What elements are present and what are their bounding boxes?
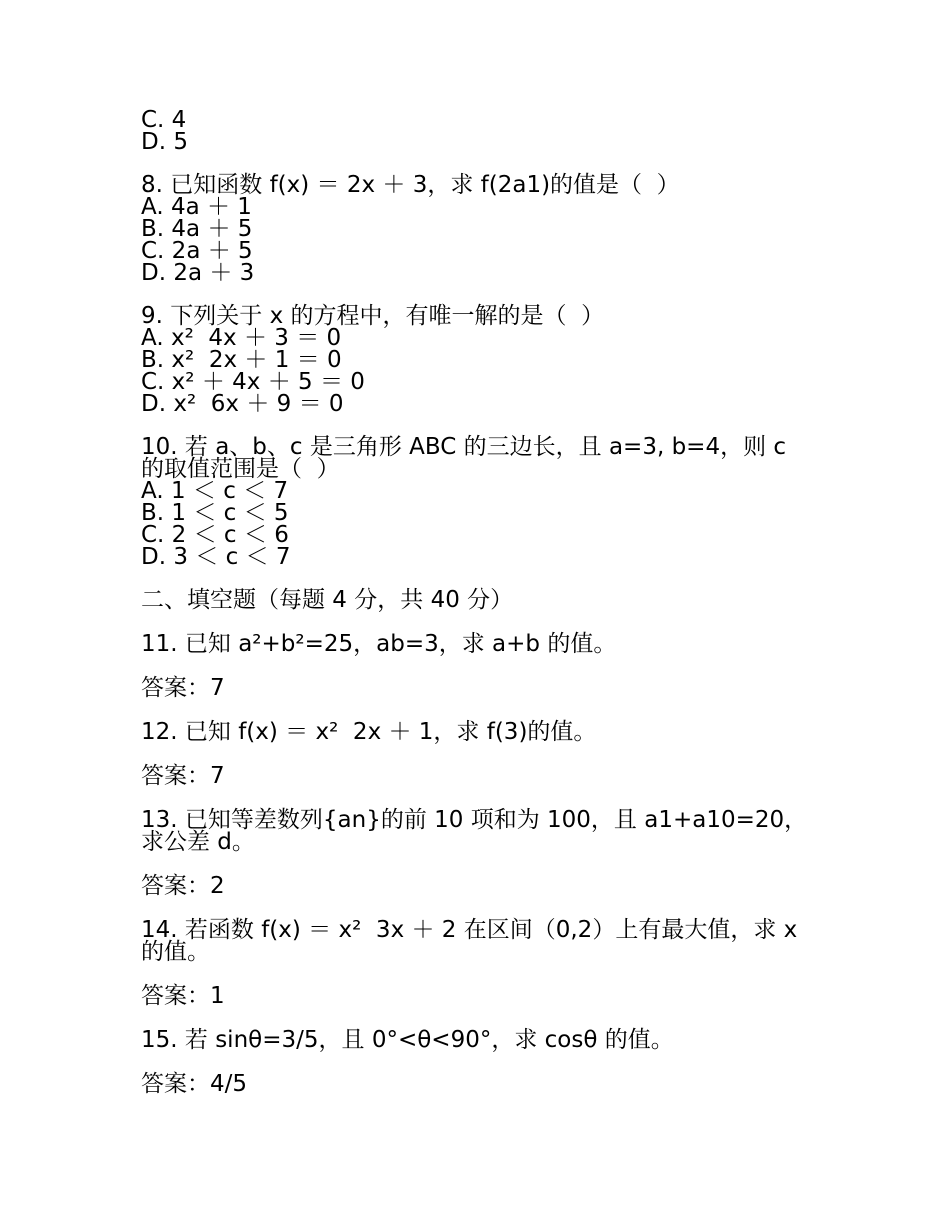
- question-12-answer: 答案：7: [141, 763, 225, 789]
- question-stem-line-1: 14. 若函数 f(x) ＝ x² 3x ＋ 2 在区间（0,2）上有最大值，求 x: [141, 917, 798, 943]
- question-stem: 9. 下列关于 x 的方程中，有唯一解的是（ ）: [141, 303, 605, 329]
- section-heading: 二、填空题（每题 4 分，共 40 分）: [141, 587, 514, 613]
- question-15-stem: 15. 若 sinθ=3/5，且 0°<θ<90°，求 cosθ 的值。: [141, 1027, 674, 1053]
- question-15-answer: 答案：4/5: [141, 1071, 248, 1097]
- option-c: C. 2a ＋ 5: [141, 238, 253, 264]
- question-11-stem: 11. 已知 a²+b²=25，ab=3，求 a+b 的值。: [141, 631, 617, 657]
- question-stem-line-2: 的值。: [141, 939, 210, 965]
- option-a: A. 4a ＋ 1: [141, 194, 252, 220]
- option-d: D. 2a ＋ 3: [141, 260, 255, 286]
- question-stem-line-1: 10. 若 a、b、c 是三角形 ABC 的三边长，且 a=3, b=4，则 c: [141, 434, 787, 460]
- option-a: A. 1 ＜ c ＜ 7: [141, 478, 289, 504]
- question-14-answer: 答案：1: [141, 983, 225, 1009]
- exam-page: [141, 109, 821, 1095]
- question-10: [141, 436, 821, 568]
- option-b: B. 4a ＋ 5: [141, 216, 253, 242]
- option-c: C. 2 ＜ c ＜ 6: [141, 522, 289, 548]
- question-stem-line-2: 求公差 d。: [141, 829, 255, 855]
- question-stem-line-2: 的取值范围是（ ）: [141, 456, 340, 482]
- question-8: [141, 174, 821, 284]
- option-d: D. 5: [141, 129, 188, 155]
- option-d: D. 3 ＜ c ＜ 7: [141, 544, 291, 570]
- option-d: D. x² 6x ＋ 9 ＝ 0: [141, 391, 344, 417]
- question-13: [141, 809, 821, 853]
- option-c: C. 4: [141, 107, 187, 133]
- question-7-options: [141, 109, 821, 153]
- option-b: B. x² 2x ＋ 1 ＝ 0: [141, 347, 342, 373]
- question-14: [141, 919, 821, 963]
- option-c: C. x² ＋ 4x ＋ 5 ＝ 0: [141, 369, 365, 395]
- option-b: B. 1 ＜ c ＜ 5: [141, 500, 289, 526]
- question-9: [141, 305, 821, 415]
- option-a: A. x² 4x ＋ 3 ＝ 0: [141, 325, 342, 351]
- question-11-answer: 答案：7: [141, 675, 225, 701]
- question-13-answer: 答案：2: [141, 873, 225, 899]
- question-stem: 8. 已知函数 f(x) ＝ 2x ＋ 3，求 f(2a1)的值是（ ）: [141, 172, 680, 198]
- question-12-stem: 12. 已知 f(x) ＝ x² 2x ＋ 1，求 f(3)的值。: [141, 719, 597, 745]
- question-stem-line-1: 13. 已知等差数列{an}的前 10 项和为 100，且 a1+a10=20，: [141, 807, 808, 833]
